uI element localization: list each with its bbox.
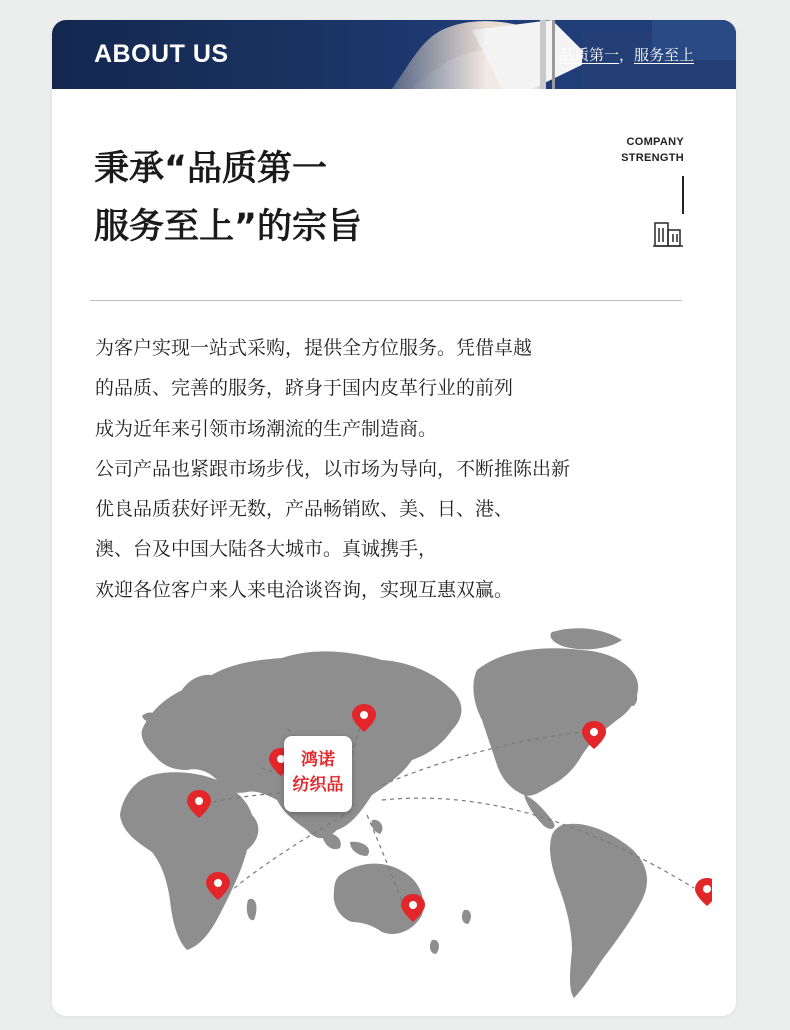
about-banner: [52, 20, 736, 89]
slogan-quality: 品质第一: [558, 46, 619, 64]
banner-title: ABOUT US: [94, 40, 229, 68]
description-line: 为客户实现一站式采购，提供全方位服务。凭借卓越: [95, 337, 533, 359]
headline-line-2: 服务至上”的宗旨: [94, 207, 363, 247]
map-south-america: [550, 824, 647, 998]
slogan-separator: ，: [618, 46, 634, 64]
company-description: [95, 328, 570, 610]
description-line: 优良品质获好评无数，产品畅销欧、美、日、港、: [95, 498, 514, 521]
map-north-america: [473, 648, 638, 796]
building-icon: [652, 220, 684, 248]
slogan-service: 服务至上: [633, 46, 694, 64]
headline-line-1: 秉承“品质第一: [94, 149, 328, 189]
description-line: 成为近年来引领市场潮流的生产制造商。: [95, 417, 438, 440]
section-divider: [90, 300, 682, 301]
world-map: [82, 620, 712, 1000]
description-line: 欢迎各位客户来人来电洽谈咨询，实现互惠双赢。: [95, 578, 514, 601]
about-card: [52, 20, 736, 1016]
page-title: [94, 140, 362, 256]
badge-line-1: 鸿诺: [301, 750, 335, 770]
strength-line-1: COMPANY: [626, 136, 684, 148]
company-badge: [284, 736, 352, 812]
description-line: 的品质、完善的服务，跻身于国内皮革行业的前列: [95, 377, 514, 400]
strength-line-2: STRENGTH: [621, 152, 684, 164]
company-strength-label: [621, 134, 684, 166]
description-line: 澳、台及中国大陆各大城市。真诚携手，: [95, 538, 438, 561]
banner-slogan: [559, 44, 694, 65]
description-line: 公司产品也紧跟市场步伐，以市场为导向，不断推陈出新: [95, 457, 571, 480]
badge-line-2: 纺织品: [292, 775, 344, 795]
vertical-divider: [682, 176, 684, 214]
